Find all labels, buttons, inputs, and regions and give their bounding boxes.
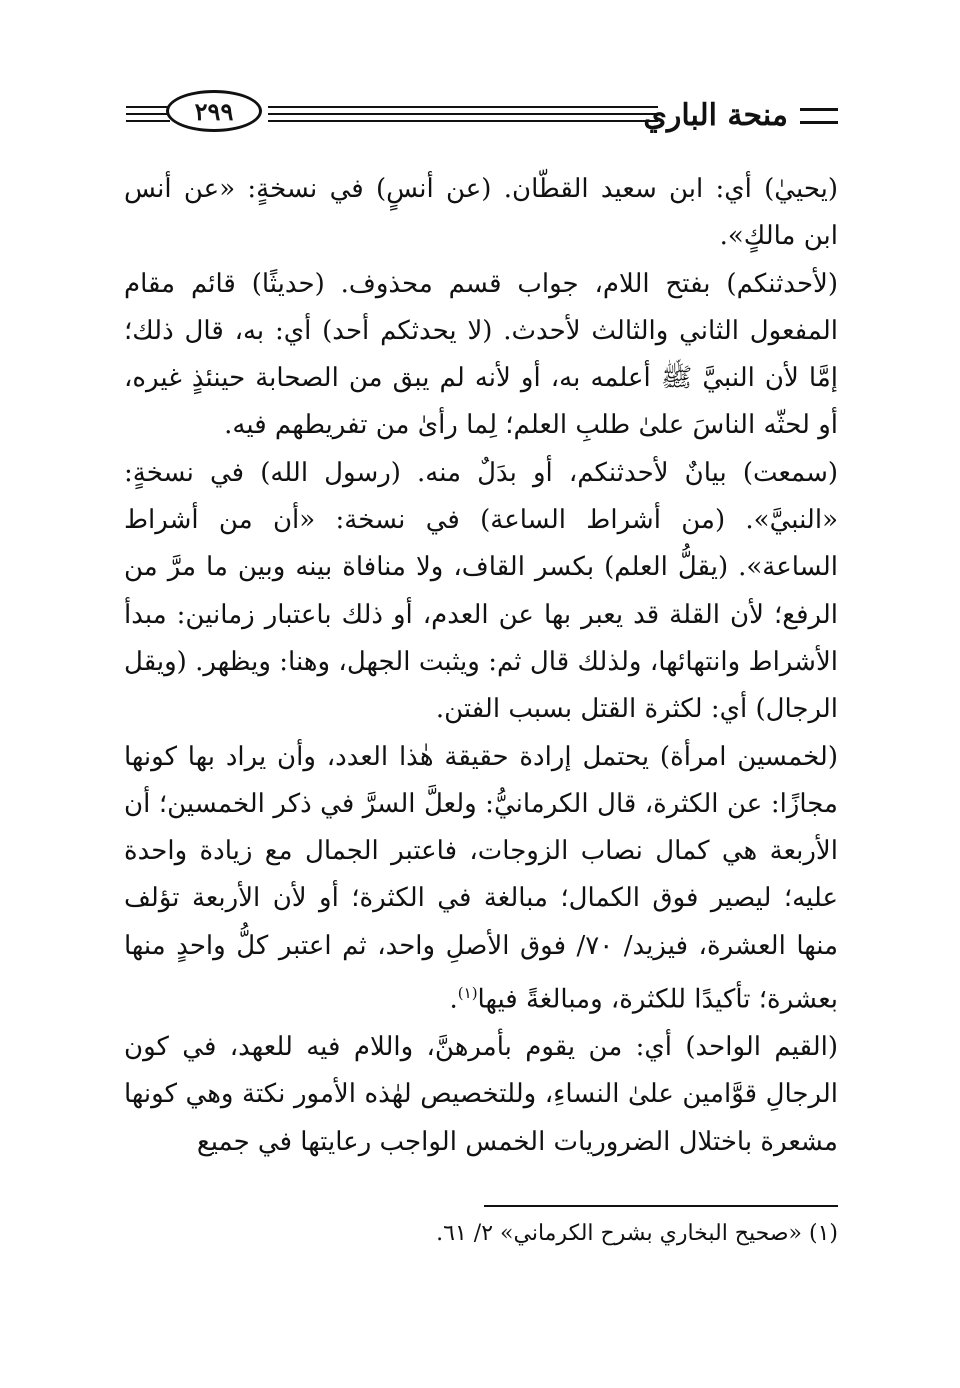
paragraph-text: (لخمسين امرأة) يحتمل إرادة حقيقة هٰذا العدد، وأن يراد بها كونها مجازًا: عن الكثرة، قال الكرمانيُّ: ولعلَّ السرَّ في ذكر الخمسين؛ أن الأربعة هي كمال نصاب الزوجات، فاعتبر الجمال مع زيادة واحدة عليه؛ ليصير فوق الكمال؛ مبالغة في الكثرة؛ أو لأن الأربعة تؤلف منها العشرة، فيزيد/ ٧٠/ فوق الأصلِ واحد، ثم اعتبر كلُّ واحدٍ منها بعشرة؛ تأكيدًا للكثرة، ومبالغةً فيها <box>124 741 839 1015</box>
paragraph: (لأحدثنكم) بفتح اللام، جواب قسم محذوف. (حديثًا) قائم مقام المفعول الثاني والثالث لأحدث. (لا يحدثكم أحد) أي: به، قال ذلك؛ إمَّا لأن النبيَّ ﷺ أعلمه به، أو لأنه لم يبق من الصحابة حينئذٍ غيره، أو لحثّه الناسَ علىٰ طلبِ العلم؛ لِما رأىٰ من تفريطهم فيه. <box>124 268 838 441</box>
book-title: منحة الباري <box>643 98 788 133</box>
paragraph: (سمعت) بيانٌ لأحدثنكم، أو بدَلٌ منه. (رسول الله) في نسخةٍ: «النبيَّ». (من أشراط الساعة) في نسخة: «أن من أشراط الساعة». (يقلُّ العلم) بكسر القاف، ولا منافاة بينه وبين ما مرَّ من الرفع؛ لأن القلة قد يعبر بها عن العدم، أو ذلك باعتبار زمانين: مبدأ الأشراط وانتهائها، ولذلك قال ثم: ويثبت الجهل، وهنا: ويظهر. (ويقل الرجال) أي: لكثرة القتل بسبب الفتن. <box>124 457 838 725</box>
paragraph: (يحييٰ) أي: ابن سعيد القطّان. (عن أنسٍ) في نسخةٍ: «عن أنس ابن مالكٍ». <box>124 174 838 252</box>
footnote: (١) «صحيح البخاري بشرح الكرماني» ٢/ ٦١. <box>436 1221 838 1246</box>
header-rule <box>268 113 658 115</box>
header-rule-left <box>126 113 170 115</box>
header-rule-left <box>126 106 170 108</box>
paragraph <box>124 734 838 1024</box>
main-text <box>124 166 838 1166</box>
page-number: ٢٩٩ <box>194 96 234 126</box>
header-ornament-dash <box>800 108 838 124</box>
running-header <box>118 88 838 148</box>
footnote-reference: (١) <box>457 984 478 1003</box>
page-number-badge <box>166 90 262 132</box>
paragraph-end: . <box>449 984 458 1015</box>
header-rule-left <box>126 120 170 122</box>
header-rule <box>268 106 658 108</box>
footnote-separator <box>484 1205 838 1207</box>
header-rule <box>268 120 658 122</box>
paragraph: (القيم الواحد) أي: من يقوم بأمرهنَّ، واللام فيه للعهد، في كون الرجالِ قوَّامين علىٰ النساءِ، وللتخصيص لهٰذه الأمور نكتة وهي كونها مشعرة باختلال الضروريات الخمس الواجب رعايتها في جميع <box>124 1032 838 1157</box>
